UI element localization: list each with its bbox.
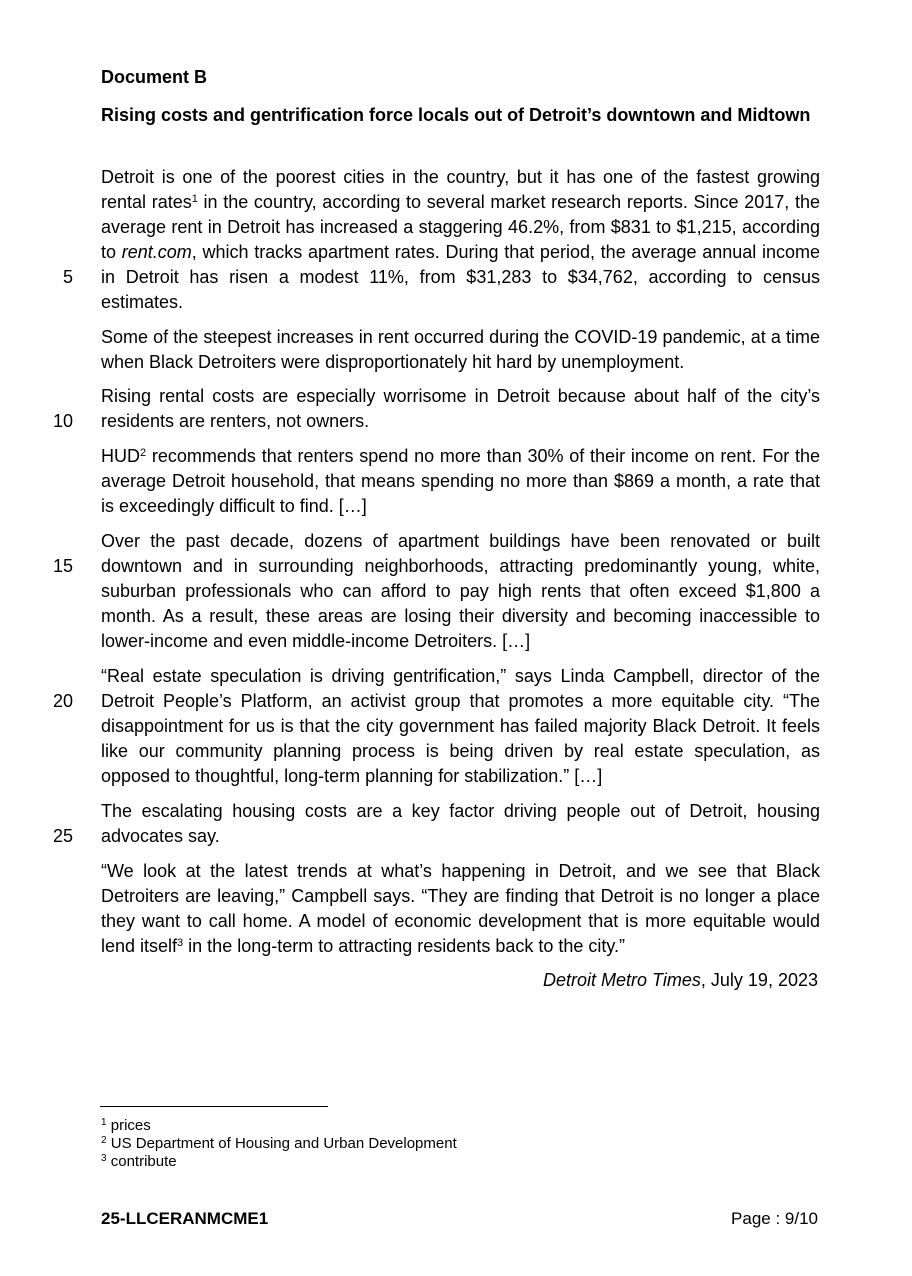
footnote-1: $^1$ prices (101, 1117, 151, 1134)
publication-name: Detroit Metro Times (543, 970, 701, 990)
line-number: 20 (52, 691, 73, 711)
source-name-italic: rent.com (121, 242, 192, 262)
line-number: 5 (62, 267, 73, 287)
paragraph-1: Detroit is one of the poorest cities in the country, but it has one of the fastest growing rental rates$^1$ in the country, according to several market research reports. Since 2017, the average rent in Detroit has increased a staggering 46.2%, from $831 to $1,215, according to rent.com, which tracks apartment rates. During that period, the average annual income in Detroit has risen a modest 11%, from $31,283 to $34,762, according to census estimates. (101, 167, 821, 312)
footnote-3: $^3$ contribute (101, 1153, 177, 1170)
footnote-2: $^2$ US Department of Housing and Urban Development (101, 1135, 457, 1152)
page-number: Page : 9/10 (731, 1209, 818, 1228)
document-label: Document B (101, 67, 208, 87)
paragraph-3: Rising rental costs are especially worrisome in Detroit because about half of the city’s residents are renters, not owners. (101, 386, 820, 431)
article-headline: Rising costs and gentrification force locals out of Detroit’s downtown and Midtown (101, 105, 811, 125)
exam-code: 25-LLCERANMCME1 (101, 1209, 269, 1228)
paragraph-7: The escalating housing costs are a key factor driving people out of Detroit, housing advocates say. (101, 801, 820, 846)
footnote-divider (100, 1106, 328, 1107)
publication-date: , July 19, 2023 (700, 970, 818, 990)
paragraph-6: “Real estate speculation is driving gentrification,” says Linda Campbell, director of the Detroit People’s Platform, an activist group that promotes a more equitable city. “The disappointment for us is that the city government has failed majority Black Detroit. It feels like our community planning process is being driven by real estate speculation, as opposed to thoughtful, long-term planning for stabilization.” […] (101, 666, 820, 786)
footnote-ref-2: 2 (140, 447, 147, 459)
paragraph-2: Some of the steepest increases in rent occurred during the COVID-19 pandemic, at a time when Black Detroiters were disproportionately hit hard by unemployment. (101, 327, 820, 372)
line-number: 25 (52, 826, 73, 846)
footnote-ref-1: 1 (191, 193, 198, 205)
article-source (543, 968, 818, 993)
footnotes-list (101, 1117, 701, 1171)
footnote-ref-3: 3 (177, 937, 184, 949)
paragraph-5: Over the past decade, dozens of apartment buildings have been renovated or built downtown and in surrounding neighborhoods, attracting predominantly young, white, suburban professionals who can afford to pay high rents that often exceed $1,800 a month. As a result, these areas are losing their diversity and becoming inaccessible to lower-income and even middle-income Detroiters. […] (101, 531, 820, 651)
paragraph-8: “We look at the latest trends at what’s happening in Detroit, and we see that Black Detroiters are leaving,” Campbell says. “They are finding that Detroit is no longer a place they want to call home. A model of economic development that is more equitable would lend itself$^3$ in the long-term to attracting residents back to the city.” (101, 861, 820, 956)
line-number: 15 (52, 556, 73, 576)
paragraph-4: HUD$^2$ recommends that renters spend no more than 30% of their income on rent. For the average Detroit household, that means spending no more than $869 a month, a rate that is exceedingly difficult to find. […] (101, 446, 820, 516)
line-number: 10 (52, 411, 73, 431)
